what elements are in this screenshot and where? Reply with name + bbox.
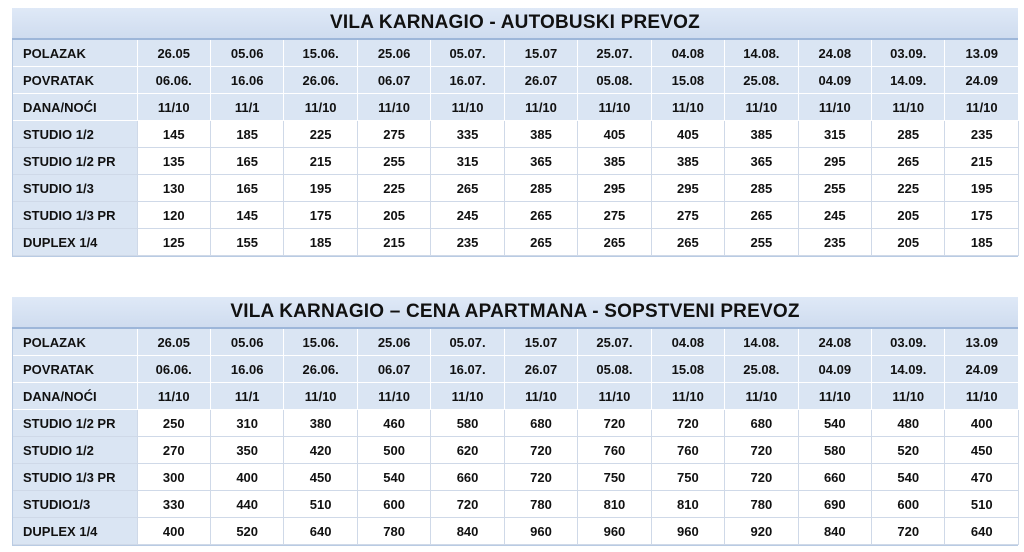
table-cell: 920: [725, 518, 798, 545]
table-cell: 205: [872, 229, 945, 256]
table-cell: 285: [872, 121, 945, 148]
table-cell: 780: [504, 491, 577, 518]
header-row: [13, 383, 1019, 410]
row-label: POVRATAK: [13, 67, 137, 94]
table-cell: 760: [651, 437, 724, 464]
table-cell: 15.06.: [284, 40, 357, 67]
table-cell: 720: [651, 410, 724, 437]
table-cell: 16.06: [210, 356, 283, 383]
table-cell: 250: [137, 410, 210, 437]
table-cell: 03.09.: [872, 329, 945, 356]
table-cell: 540: [872, 464, 945, 491]
table-cell: 195: [284, 175, 357, 202]
table-cell: 24.09: [945, 356, 1019, 383]
table-cell: 255: [725, 229, 798, 256]
row-label: STUDIO 1/3 PR: [13, 464, 137, 491]
table-cell: 620: [431, 437, 504, 464]
table-cell: 04.09: [798, 67, 871, 94]
table-cell: 05.07.: [431, 329, 504, 356]
table-cell: 720: [725, 437, 798, 464]
table-row: [13, 491, 1019, 518]
table-cell: 14.09.: [872, 67, 945, 94]
table-cell: 04.08: [651, 40, 724, 67]
header-row: [13, 356, 1019, 383]
row-label: DUPLEX 1/4: [13, 518, 137, 545]
table-cell: 255: [357, 148, 430, 175]
table-cell: 270: [137, 437, 210, 464]
row-label: DUPLEX 1/4: [13, 229, 137, 256]
table-cell: 11/10: [725, 94, 798, 121]
table-cell: 780: [357, 518, 430, 545]
table-cell: 06.07: [357, 67, 430, 94]
table-cell: 750: [578, 464, 651, 491]
table-cell: 520: [210, 518, 283, 545]
price-grid: [13, 40, 1019, 256]
table-cell: 205: [357, 202, 430, 229]
table-cell: 285: [504, 175, 577, 202]
bus-transport-price-table: [12, 8, 1018, 257]
table-cell: 420: [284, 437, 357, 464]
table-cell: 720: [504, 437, 577, 464]
table-row: [13, 229, 1019, 256]
table-cell: 385: [504, 121, 577, 148]
row-label: STUDIO 1/2: [13, 437, 137, 464]
table-cell: 15.08: [651, 67, 724, 94]
table-row: [13, 148, 1019, 175]
table-cell: 400: [210, 464, 283, 491]
header-row: [13, 40, 1019, 67]
price-grid: [13, 329, 1019, 545]
table-cell: 215: [357, 229, 430, 256]
table-cell: 185: [284, 229, 357, 256]
table-cell: 14.08.: [725, 40, 798, 67]
table-cell: 16.06: [210, 67, 283, 94]
table-cell: 25.07.: [578, 329, 651, 356]
table-cell: 720: [872, 518, 945, 545]
table-cell: 540: [798, 410, 871, 437]
header-row: [13, 329, 1019, 356]
table-cell: 25.08.: [725, 356, 798, 383]
table-cell: 13.09: [945, 40, 1019, 67]
table-row: [13, 175, 1019, 202]
table-cell: 295: [651, 175, 724, 202]
table-cell: 25.07.: [578, 40, 651, 67]
table-cell: 310: [210, 410, 283, 437]
table-cell: 660: [431, 464, 504, 491]
table-cell: 15.07: [504, 329, 577, 356]
table-cell: 15.08: [651, 356, 724, 383]
table-cell: 500: [357, 437, 430, 464]
table-cell: 11/10: [504, 94, 577, 121]
table-cell: 640: [284, 518, 357, 545]
table-cell: 600: [357, 491, 430, 518]
table-row: [13, 437, 1019, 464]
table-cell: 235: [798, 229, 871, 256]
table-cell: 11/10: [578, 94, 651, 121]
row-label: STUDIO 1/2 PR: [13, 148, 137, 175]
table-cell: 385: [578, 148, 651, 175]
own-transport-price-table: [12, 297, 1018, 546]
table-row: [13, 518, 1019, 545]
table-cell: 155: [210, 229, 283, 256]
table-cell: 11/10: [137, 94, 210, 121]
table-cell: 11/10: [284, 383, 357, 410]
table-cell: 720: [504, 464, 577, 491]
table-cell: 780: [725, 491, 798, 518]
table-cell: 460: [357, 410, 430, 437]
table-cell: 380: [284, 410, 357, 437]
table-cell: 25.06: [357, 329, 430, 356]
table-cell: 960: [651, 518, 724, 545]
table-cell: 680: [504, 410, 577, 437]
table-cell: 470: [945, 464, 1019, 491]
row-label: STUDIO 1/2: [13, 121, 137, 148]
row-label: POVRATAK: [13, 356, 137, 383]
table-cell: 11/10: [798, 94, 871, 121]
table-cell: 315: [431, 148, 504, 175]
table-row: [13, 121, 1019, 148]
table-cell: 245: [798, 202, 871, 229]
table-cell: 450: [945, 437, 1019, 464]
table-row: [13, 202, 1019, 229]
table-cell: 275: [651, 202, 724, 229]
table-cell: 125: [137, 229, 210, 256]
table-cell: 580: [798, 437, 871, 464]
table-cell: 135: [137, 148, 210, 175]
row-label: DANA/NOĆI: [13, 383, 137, 410]
table-cell: 720: [725, 464, 798, 491]
table-cell: 185: [945, 229, 1019, 256]
header-row: [13, 94, 1019, 121]
row-label: STUDIO1/3: [13, 491, 137, 518]
table-cell: 480: [872, 410, 945, 437]
table-cell: 13.09: [945, 329, 1019, 356]
table-cell: 11/10: [504, 383, 577, 410]
table-cell: 11/10: [945, 94, 1019, 121]
table-cell: 11/10: [357, 94, 430, 121]
table-cell: 120: [137, 202, 210, 229]
table-cell: 225: [284, 121, 357, 148]
table-cell: 15.06.: [284, 329, 357, 356]
table-cell: 04.08: [651, 329, 724, 356]
table-cell: 11/10: [945, 383, 1019, 410]
table-cell: 06.07: [357, 356, 430, 383]
table-cell: 840: [798, 518, 871, 545]
table-cell: 24.08: [798, 40, 871, 67]
table-cell: 315: [798, 121, 871, 148]
table-cell: 03.09.: [872, 40, 945, 67]
table-cell: 25.06: [357, 40, 430, 67]
table-cell: 440: [210, 491, 283, 518]
table-cell: 295: [578, 175, 651, 202]
table-cell: 11/1: [210, 383, 283, 410]
table-cell: 26.07: [504, 356, 577, 383]
table-cell: 165: [210, 175, 283, 202]
table-cell: 06.06.: [137, 67, 210, 94]
row-label: STUDIO 1/3: [13, 175, 137, 202]
table-cell: 05.08.: [578, 356, 651, 383]
table-cell: 295: [798, 148, 871, 175]
table-cell: 760: [578, 437, 651, 464]
table-cell: 05.06: [210, 40, 283, 67]
table-cell: 660: [798, 464, 871, 491]
table-cell: 600: [872, 491, 945, 518]
table-cell: 145: [210, 202, 283, 229]
table-cell: 24.08: [798, 329, 871, 356]
table-cell: 11/10: [284, 94, 357, 121]
table-cell: 450: [284, 464, 357, 491]
table-cell: 840: [431, 518, 504, 545]
table-cell: 510: [284, 491, 357, 518]
table-cell: 175: [284, 202, 357, 229]
table-cell: 720: [431, 491, 504, 518]
table-cell: 14.08.: [725, 329, 798, 356]
header-row: [13, 67, 1019, 94]
table-cell: 265: [651, 229, 724, 256]
table-cell: 14.09.: [872, 356, 945, 383]
table-cell: 235: [431, 229, 504, 256]
table-cell: 275: [578, 202, 651, 229]
table-cell: 810: [651, 491, 724, 518]
table-cell: 05.08.: [578, 67, 651, 94]
table-cell: 365: [725, 148, 798, 175]
table-cell: 11/10: [651, 94, 724, 121]
table-cell: 11/1: [210, 94, 283, 121]
table-cell: 11/10: [137, 383, 210, 410]
row-label: POLAZAK: [13, 329, 137, 356]
table-cell: 405: [578, 121, 651, 148]
table-cell: 15.07: [504, 40, 577, 67]
table-cell: 175: [945, 202, 1019, 229]
table-cell: 335: [431, 121, 504, 148]
table-cell: 810: [578, 491, 651, 518]
row-label: STUDIO 1/2 PR: [13, 410, 137, 437]
table-cell: 145: [137, 121, 210, 148]
table-cell: 960: [504, 518, 577, 545]
table-cell: 330: [137, 491, 210, 518]
table-cell: 400: [945, 410, 1019, 437]
table-cell: 11/10: [872, 94, 945, 121]
table-cell: 16.07.: [431, 67, 504, 94]
table-cell: 350: [210, 437, 283, 464]
table-cell: 05.07.: [431, 40, 504, 67]
table-cell: 215: [945, 148, 1019, 175]
table-cell: 255: [798, 175, 871, 202]
table-cell: 185: [210, 121, 283, 148]
table-cell: 245: [431, 202, 504, 229]
table-cell: 265: [578, 229, 651, 256]
table-cell: 130: [137, 175, 210, 202]
table-cell: 04.09: [798, 356, 871, 383]
table-cell: 510: [945, 491, 1019, 518]
table-cell: 24.09: [945, 67, 1019, 94]
table-cell: 750: [651, 464, 724, 491]
table-row: [13, 410, 1019, 437]
table-cell: 300: [137, 464, 210, 491]
table-cell: 215: [284, 148, 357, 175]
row-label: POLAZAK: [13, 40, 137, 67]
table-cell: 960: [578, 518, 651, 545]
table-cell: 165: [210, 148, 283, 175]
table-cell: 16.07.: [431, 356, 504, 383]
row-label: STUDIO 1/3 PR: [13, 202, 137, 229]
table-cell: 680: [725, 410, 798, 437]
table-cell: 400: [137, 518, 210, 545]
table-cell: 265: [872, 148, 945, 175]
table-cell: 690: [798, 491, 871, 518]
table-cell: 195: [945, 175, 1019, 202]
table-cell: 26.05: [137, 329, 210, 356]
table-title: VILA KARNAGIO – CENA APARTMANA - SOPSTVENI PREVOZ: [12, 297, 1018, 329]
table-cell: 11/10: [798, 383, 871, 410]
table-cell: 385: [725, 121, 798, 148]
table-cell: 26.05: [137, 40, 210, 67]
table-cell: 405: [651, 121, 724, 148]
table-cell: 25.08.: [725, 67, 798, 94]
row-label: DANA/NOĆI: [13, 94, 137, 121]
table-cell: 275: [357, 121, 430, 148]
table-cell: 225: [872, 175, 945, 202]
table-cell: 720: [578, 410, 651, 437]
table-cell: 26.07: [504, 67, 577, 94]
table-cell: 26.06.: [284, 67, 357, 94]
table-cell: 265: [504, 202, 577, 229]
table-cell: 11/10: [357, 383, 430, 410]
table-cell: 520: [872, 437, 945, 464]
table-cell: 06.06.: [137, 356, 210, 383]
table-cell: 365: [504, 148, 577, 175]
table-cell: 540: [357, 464, 430, 491]
table-title: VILA KARNAGIO - AUTOBUSKI PREVOZ: [12, 8, 1018, 40]
table-cell: 640: [945, 518, 1019, 545]
table-cell: 265: [725, 202, 798, 229]
table-row: [13, 464, 1019, 491]
table-cell: 11/10: [431, 383, 504, 410]
table-cell: 265: [431, 175, 504, 202]
table-cell: 11/10: [872, 383, 945, 410]
table-cell: 11/10: [578, 383, 651, 410]
table-cell: 205: [872, 202, 945, 229]
table-cell: 235: [945, 121, 1019, 148]
table-cell: 26.06.: [284, 356, 357, 383]
table-cell: 580: [431, 410, 504, 437]
table-cell: 225: [357, 175, 430, 202]
table-cell: 11/10: [651, 383, 724, 410]
table-cell: 11/10: [431, 94, 504, 121]
table-cell: 05.06: [210, 329, 283, 356]
table-cell: 385: [651, 148, 724, 175]
table-cell: 265: [504, 229, 577, 256]
table-cell: 285: [725, 175, 798, 202]
table-cell: 11/10: [725, 383, 798, 410]
